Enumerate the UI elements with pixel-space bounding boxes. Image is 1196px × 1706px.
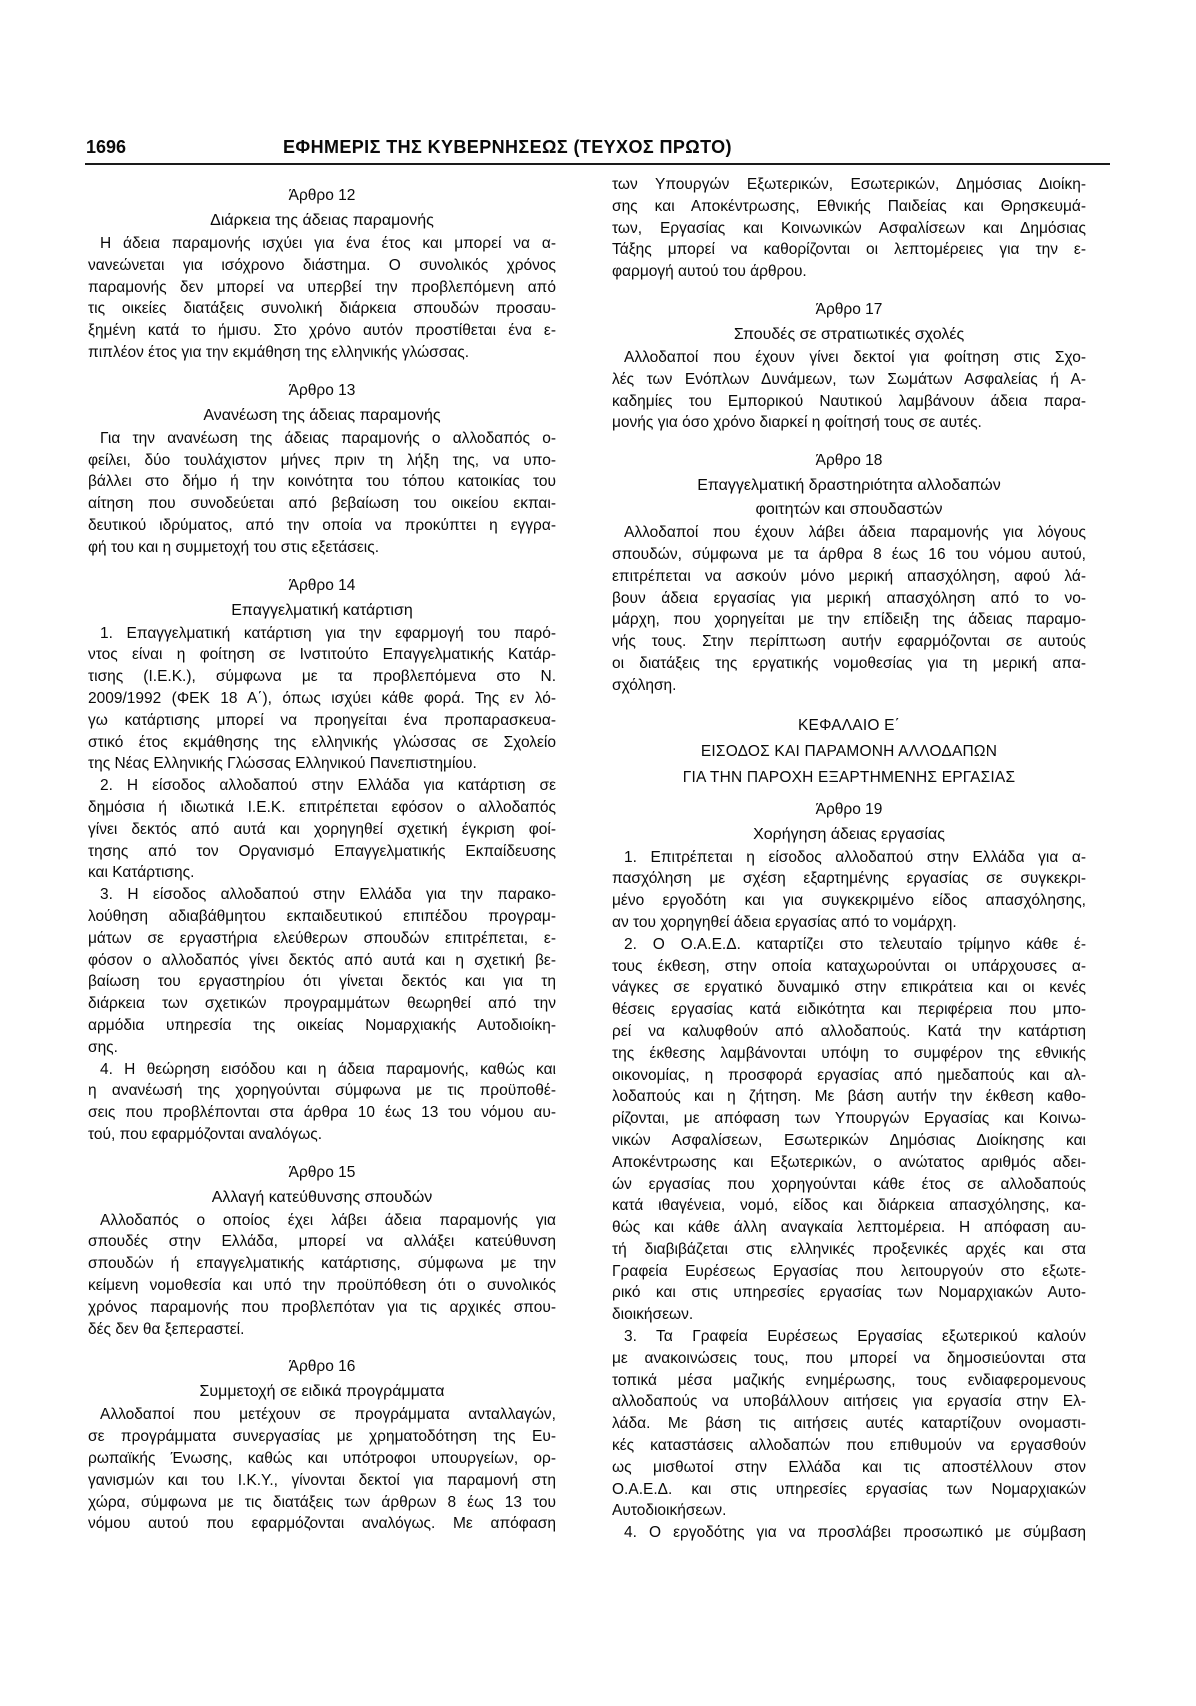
text-line: τού, που εφαρμόζονται αναλόγως. [88,1125,322,1143]
paragraph [612,934,1086,1326]
text-line: Αλλοδαποί που έχουν λάβει άδεια παραμονής για λόγους [624,524,1086,542]
paragraph [612,1522,1086,1544]
text-line: ντος είναι η φοίτηση σε Ινστιτούτο Επαγγελματικής Κατάρ- [88,646,556,664]
right-column [612,174,1086,1544]
text-line: Γραφεία Ευρέσεως Εργασίας που λειτουργούν στο εξωτε- [612,1262,1086,1280]
article-title: φοιτητών και σπουδαστών [755,501,943,519]
text-line: βαίωση του εργαστηρίου ότι γίνεται δεκτός και για τη [88,973,556,991]
text-line: αν του χορηγηθεί άδεια εργασίας από το νομάρχη. [612,913,957,931]
text-line: μάτων σε εργαστήρια ελεύθερων σπουδών επιτρέπεται, ε- [88,929,556,947]
article-number: Άρθρο 19 [815,800,883,818]
text-line: σπουδών, σύμφωνα με τα άρθρα 8 έως 16 του νόμου αυτού, [612,545,1086,563]
paragraph [88,1210,556,1341]
text-line: Αλλοδαποί που μετέχουν σε προγράμματα ανταλλαγών, [100,1406,556,1424]
text-line: ρωπαϊκής Ένωσης, καθώς και υπότροφοι υπουργείων, ορ- [88,1450,556,1468]
paragraph [88,428,556,559]
text-line: καδημίες του Εμπορικού Ναυτικού λαμβάνουν άδεια παρα- [612,392,1086,410]
text-line: 3. Η είσοδος αλλοδαπού στην Ελλάδα για την παρακο- [100,886,556,904]
text-line: φόσον ο αλλοδαπός γίνει δεκτός από αυτά και η σχετική βε- [88,951,556,969]
text-line: Για την ανανέωση της άδειας παραμονής ο αλλοδαπός ο- [100,429,556,447]
text-line: ξημένη κατά το ήμισυ. Στο χρόνο αυτόν προστίθεται ένα ε- [88,322,556,340]
chapter-number: ΚΕΦΑΛΑΙΟ Ε΄ [798,716,900,734]
text-line: τους έκθεση, στην οποία καταχωρούνται οι υπάρχουσες α- [612,957,1086,975]
text-line: ρίζονται, με απόφαση των Υπουργών Εργασίας και Κοινω- [612,1110,1086,1128]
article-title: Σπουδές σε στρατιωτικές σχολές [733,325,965,343]
article-title: Διάρκεια της άδειας παραμονής [210,212,434,229]
text-line: μονής για όσο χρόνο διαρκεί η φοίτησή τους σε αυτές. [612,414,982,432]
article-number: Άρθρο 16 [288,1358,356,1376]
text-line: λούθηση αδιαβάθμητου εκπαιδευτικού επιπέδου προγραμ- [88,907,556,925]
text-line: Η άδεια παραμονής ισχύει για ένα έτος και μπορεί να α- [100,235,556,252]
page-number: 1696 [86,137,127,157]
text-line: Ο.Α.Ε.Δ. και στις υπηρεσίες εργασίας των Νομαρχιακών [612,1480,1086,1498]
text-line: της έκθεσης λαμβάνονται υπόψη το συμφέρον της εθνικής [612,1044,1086,1062]
paragraph [88,884,556,1058]
text-line: τισης (Ι.Ε.Κ.), σύμφωνα με τα προβλεπόμενα στο Ν. [88,668,556,686]
text-line: μένο εργοδότη και για συγκεκριμένο είδος απασχόλησης, [612,892,1086,910]
text-line: νικών Ασφαλίσεων, Εσωτερικών Δημόσιας Διοίκησης και [612,1131,1086,1149]
text-line: σπουδών ή επαγγελματικής κατάρτισης, σύμφωνα με την [88,1255,556,1273]
text-line: σε προγράμματα συνεργασίας με χρηματοδότηση της Ευ- [88,1428,556,1446]
text-line: φαρμογή αυτού του άρθρου. [612,263,807,281]
text-line: ως μισθωτοί στην Ελλάδα και τις αποστέλλουν στον [612,1458,1086,1476]
paragraph [612,847,1086,934]
text-line: σης και Αποκέντρωσης, Εθνικής Παιδείας και Θρησκευμά- [612,197,1086,215]
text-line: νόμου αυτού που εφαρμόζονται αναλόγως. Με απόφαση [88,1515,556,1533]
article-title: Επαγγελματική κατάρτιση [231,601,413,619]
text-line: Αλλοδαπός ο οποίος έχει λάβει άδεια παραμονής για [100,1211,556,1229]
text-line: κείμενη νομοθεσία και υπό την προϋπόθεση ότι ο συνολικός [88,1277,556,1295]
text-line: λοδαπούς και η ζήτηση. Με βάση αυτήν την έκθεση καθο- [612,1088,1086,1106]
header-rule [85,163,1110,165]
text-line: 2. Ο Ο.Α.Ε.Δ. καταρτίζει στο τελευταίο τρίμηνο κάθε έ- [624,935,1086,953]
text-line: Αποκέντρωσης και Εξωτερικών, ο ανώτατος αριθμός αδει- [612,1153,1086,1171]
article-heading [88,573,556,623]
text-line: 1. Επαγγελματική κατάρτιση για την εφαρμογή του παρό- [100,624,556,642]
article-number: Άρθρο 12 [288,187,356,204]
text-line: ρικό και στις υπηρεσίες εργασίας των Νομαρχιακών Αυτο- [612,1284,1086,1302]
text-line: δευτικού ιδρύματος, από την οποία να προκύπτει η εγγρα- [88,516,556,534]
text-line: νανεώνεται για ισόχρονο διάστημα. Ο συνολικός χρόνος [88,256,556,274]
text-line: και Κατάρτισης. [88,864,195,882]
text-line: με ανακοινώσεις τους, που μπορεί να δημοσιεύονται στα [612,1349,1086,1367]
text-line: σης. [88,1038,118,1056]
text-line: ρεί να καλυφθούν από αλλοδαπούς. Κατά την κατάρτιση [612,1022,1086,1040]
left-column [88,183,556,1535]
text-line: ών εργασίας που χορηγούνται κάθε έτος σε αλλοδαπούς [612,1175,1086,1193]
text-line: διοικήσεων. [612,1306,694,1324]
text-line: δές δεν θα ξεπεραστεί. [88,1320,245,1338]
text-line: της Νέας Ελληνικής Γλώσσας Ελληνικού Πανεπιστημίου. [88,755,477,773]
article-number: Άρθρο 13 [288,381,356,399]
text-line: των, Εργασίας και Κοινωνικών Ασφαλίσεων και Δημόσιας [612,219,1086,237]
paragraph [88,1404,556,1535]
article-number: Άρθρο 15 [288,1163,356,1181]
text-line: κατά ιθαγένεια, νομό, είδος και διάρκεια απασχόλησης, κα- [612,1197,1086,1215]
text-line: σπουδές στην Ελλάδα, μπορεί να αλλάξει κατεύθυνση [88,1233,556,1251]
paragraph [612,347,1086,434]
article-heading [612,448,1086,522]
article-title: Συμμετοχή σε ειδικά προγράμματα [199,1383,445,1401]
text-line: Τάξης μπορεί να καθορίζονται οι λεπτομέρειες για την ε- [612,241,1086,259]
text-line: Αλλοδαποί που έχουν γίνει δεκτοί για φοίτηση στις Σχο- [624,348,1086,366]
article-title: Επαγγελματική δραστηριότητα αλλοδαπών [697,477,1001,495]
text-line: δημόσια ή ιδιωτικά Ι.Ε.Κ. επιτρέπεται εφόσον ο αλλοδαπός [88,798,556,816]
article-heading [612,297,1086,347]
text-line: οι διατάξεις της εργατικής νομοθεσίας για τη μερική απα- [612,654,1086,672]
article-heading [88,1160,556,1210]
paragraph [612,174,1086,283]
chapter-title: ΓΙΑ ΤΗΝ ΠΑΡΟΧΗ ΕΞΑΡΤΗΜΕΝΗΣ ΕΡΓΑΣΙΑΣ [682,768,1016,786]
paragraph [612,522,1086,696]
text-line: κές καταστάσεις αλλοδαπών που επιθυμούν να εργασθούν [612,1437,1086,1455]
article-heading [88,183,556,233]
text-line: 3. Τα Γραφεία Ευρέσεως Εργασίας εξωτερικού καλούν [624,1328,1086,1346]
text-line: νής τους. Στην περίπτωση αυτήν εφαρμόζονται σε αυτούς [612,633,1086,651]
text-line: διάρκεια των σχετικών προγραμμάτων θεωρηθεί από την [88,995,556,1013]
text-line: φείλει, δύο τουλάχιστον μήνες πριν τη λήξη της, να υπο- [88,451,556,469]
text-line: η ανανέωσή της χορηγούνται σύμφωνα με τις προϋποθέ- [88,1082,556,1100]
text-line: γανισμών και του Ι.Κ.Υ., γίνονται δεκτοί για παραμονή στη [88,1471,556,1489]
text-line: θέσεις εργασίας κατά ειδικότητα και περιφέρεια που μπο- [612,1001,1086,1019]
paragraph [88,775,556,884]
text-line: 4. Ο εργοδότης για να προσλάβει προσωπικό με σύμβαση [624,1524,1086,1542]
text-line: χώρα, σύμφωνα με τις διατάξεις των άρθρων 8 έως 13 του [88,1493,556,1511]
text-line: σεις που προβλέπονται στα άρθρα 10 έως 13 του νόμου αυ- [88,1104,556,1122]
text-line: αρμόδια υπηρεσία της οικείας Νομαρχιακής Αυτοδιοίκη- [88,1016,556,1034]
article-heading [612,797,1086,847]
paragraph [88,623,556,776]
text-line: σχόληση. [612,676,677,694]
text-line: 2. Η είσοδος αλλοδαπού στην Ελλάδα για κατάρτιση σε [100,777,556,795]
text-line: επιτρέπεται να ασκούν μόνο μερική απασχόληση, αφού λά- [612,567,1086,585]
text-line: των Υπουργών Εξωτερικών, Εσωτερικών, Δημόσιας Διοίκη- [612,176,1086,193]
text-line: τοπικά μέσα μαζικής ενημέρωσης, τους ενδιαφερομενους [612,1371,1086,1389]
text-line: πασχόληση με σχέση εξαρτημένης εργασίας σε συγκεκρι- [612,870,1086,888]
article-number: Άρθρο 14 [288,576,356,594]
paragraph [88,233,556,364]
article-number: Άρθρο 17 [815,300,883,318]
text-line: τησης από τον Οργανισμό Επαγγελματικής Εκπαίδευσης [88,842,556,860]
paragraph [88,1059,556,1146]
text-line: πιπλέον έτος για την εκμάθηση της ελληνικής γλώσσας. [88,343,470,361]
text-line: γω κατάρτισης μπορεί να προηγείται ένα προπαρασκευα- [88,711,556,729]
text-line: τή διαβιβάζεται στις ελληνικές προξενικές αρχές και στα [612,1240,1086,1258]
text-line: χρόνος παραμονής που προβλεπόταν για τις αρχικές σπου- [88,1298,556,1316]
text-line: 1. Επιτρέπεται η είσοδος αλλοδαπού στην Ελλάδα για α- [624,848,1086,866]
text-line: 4. Η θεώρηση εισόδου και η άδεια παραμονής, καθώς και [100,1060,556,1078]
text-line: Αυτοδιοικήσεων. [612,1502,727,1520]
text-line: θώς και κάθε άλλη αναγκαία λεπτομέρεια. Η απόφαση αυ- [612,1219,1086,1237]
text-line: φή του και η συμμετοχή του στις εξετάσεις. [88,538,380,556]
text-line: νάγκες σε εργατικό δυναμικό στην επικράτεια και οι κενές [612,979,1086,997]
text-line: λές των Ενόπλων Δυνάμεων, των Σωμάτων Ασφαλείας ή Α- [612,370,1086,388]
article-title: Ανανέωση της άδειας παραμονής [203,406,441,424]
paragraph [612,1326,1086,1522]
text-line: 2009/1992 (ΦΕΚ 18 Α΄), όπως ισχύει κάθε φορά. Της εν λό- [88,689,556,707]
running-title: ΕΦΗΜΕΡΙΣ ΤΗΣ ΚΥΒΕΡΝΗΣΕΩΣ (ΤΕΥΧΟΣ ΠΡΩΤΟ) [283,137,732,157]
text-line: τις οικείες διατάξεις συνολική διάρκεια σπουδών προσαυ- [88,300,556,318]
text-line: αίτηση που συνοδεύεται από βεβαίωση του οικείου εκπαι- [88,495,556,513]
article-title: Χορήγηση άδειας εργασίας [753,825,945,843]
article-title: Αλλαγή κατεύθυνσης σπουδών [211,1188,433,1206]
text-line: λάδα. Με βάση τις αιτήσεις αυτές καταρτίζουν ονομαστι- [612,1415,1086,1433]
text-line: παραμονής δεν μπορεί να υπερβεί την προβλεπόμενη από [88,278,556,296]
text-line: οικονομίας, η προσφορά εργασίας από ημεδαπούς και αλ- [612,1066,1086,1084]
text-line: στικό έτος εκμάθησης της ελληνικής γλώσσας σε Σχολείο [88,733,556,751]
article-heading [88,378,556,428]
text-line: γίνει δεκτός από αυτά και χορηγηθεί σχετική έγκριση φοί- [88,820,556,838]
chapter-heading [612,713,1086,791]
chapter-title: ΕΙΣΟΔΟΣ ΚΑΙ ΠΑΡΑΜΟΝΗ ΑΛΛΟΔΑΠΩΝ [700,742,998,760]
text-line: αλλοδαπούς να υποβάλλουν αιτήσεις για εργασία στην Ελ- [612,1393,1086,1411]
text-line: βάλλει στο δήμο ή την κοινότητα του τόπου κατοικίας του [88,473,556,491]
text-line: μάρχη, που χορηγείται με την επίδειξη της άδειας παραμο- [612,611,1086,629]
article-heading [88,1354,556,1404]
text-line: βουν άδεια εργασίας για μερική απασχόληση από το νο- [612,589,1086,607]
article-number: Άρθρο 18 [815,452,883,470]
